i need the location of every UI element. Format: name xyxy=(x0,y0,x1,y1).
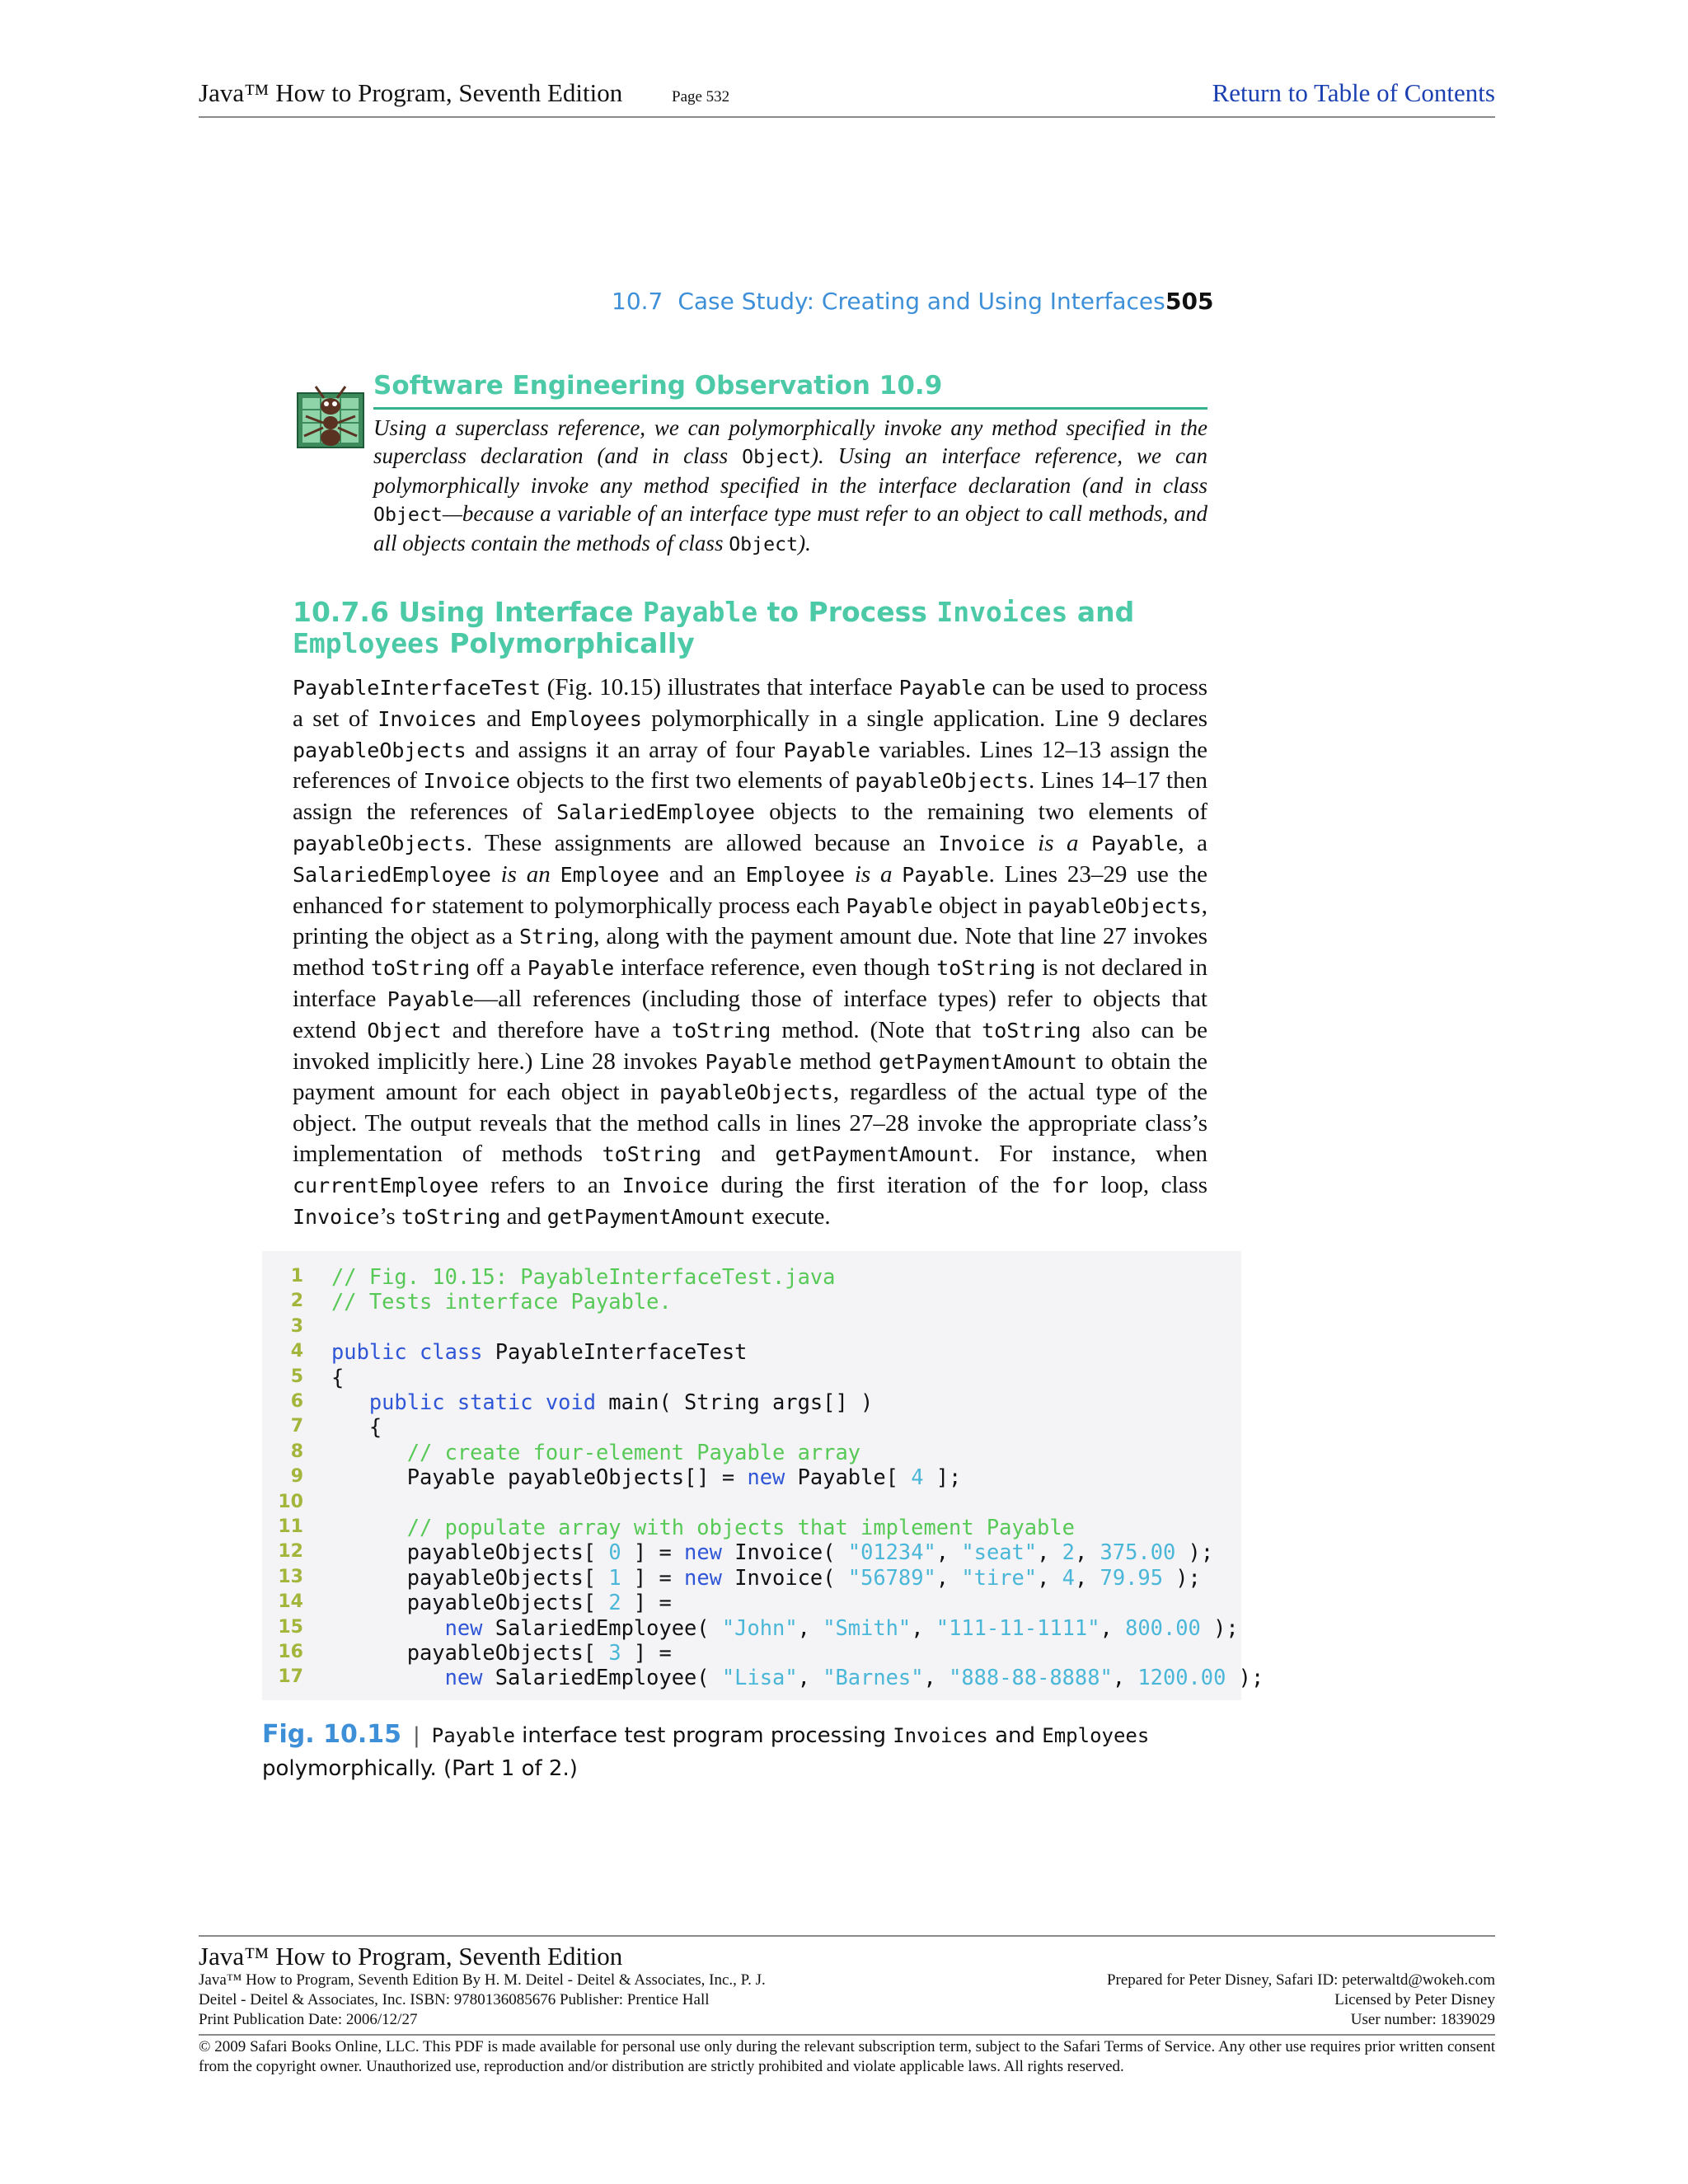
code-token-literal: "John" xyxy=(721,1615,798,1640)
inline-code: Invoice xyxy=(423,769,510,794)
code-token-default: , xyxy=(1074,1564,1100,1590)
code-token-default xyxy=(331,1390,369,1414)
text-run: variables. Lines 12–13 assign the references of xyxy=(293,736,1207,794)
inline-code: Object xyxy=(367,1018,442,1043)
body-paragraph xyxy=(293,673,1207,1232)
section-heading xyxy=(293,597,1240,659)
footer-publication-date: Print Publication Date: 2006/12/27 xyxy=(199,2011,418,2028)
code-token-default: , xyxy=(923,1665,950,1690)
text-run: . For instance, when xyxy=(973,1140,1207,1167)
inline-code: Payable xyxy=(643,596,758,628)
text-run: , a xyxy=(1178,829,1207,856)
inline-code: currentEmployee xyxy=(293,1173,479,1197)
code-token-keyword: public class xyxy=(331,1339,483,1365)
text-run: Using a superclass reference, we can polymorphically invoke any method specified in the superclass declaration (and in class xyxy=(373,415,1207,468)
text-run xyxy=(491,861,501,888)
code-line xyxy=(262,1315,1241,1339)
text-run: polymorphically in a single application. Line 9 declares xyxy=(641,705,1207,732)
footer-authors: Java™ How to Program, Seventh Edition By H. M. Deitel - Deitel & Associates, Inc., P. J. xyxy=(199,1971,766,1989)
inline-code: Invoice xyxy=(938,831,1025,855)
text-run: off a xyxy=(470,954,528,982)
inline-code: Payable xyxy=(705,1049,792,1074)
inline-code: Employee xyxy=(560,862,659,887)
text-run: . Lines 23–29 use the enhanced xyxy=(293,860,1208,919)
text-run: and assigns it an array of four xyxy=(466,736,784,763)
code-token-literal: 79.95 xyxy=(1100,1564,1163,1590)
line-number: 3 xyxy=(290,1315,303,1337)
text-run: interface test program processing xyxy=(514,1723,893,1748)
software-engineering-observation xyxy=(293,363,1207,573)
inline-code: Payable xyxy=(387,987,475,1011)
code-token-default: ); xyxy=(1175,1540,1214,1565)
text-run: and xyxy=(701,1140,776,1167)
code-token-literal: 375.00 xyxy=(1100,1540,1176,1565)
figure-caption xyxy=(262,1718,1210,1785)
text-run: (Fig. 10.15) illustrates that interface xyxy=(541,674,899,701)
text-run: and therefore have a xyxy=(441,1016,672,1043)
inline-code: Employees xyxy=(530,706,642,731)
text-run: , along with the payment amount due. Note that line 27 invokes method xyxy=(293,923,1208,982)
inline-code: payableObjects xyxy=(659,1080,833,1105)
code-token-literal: 2 xyxy=(608,1590,621,1615)
code-source xyxy=(331,1339,747,1364)
inline-code: Invoice xyxy=(621,1173,710,1197)
inline-code: PayableInterfaceTest xyxy=(293,676,542,700)
figure-label: Fig. 10.15 xyxy=(262,1720,401,1749)
code-line xyxy=(262,1414,1241,1439)
code-token-keyword: new xyxy=(444,1665,483,1690)
inline-code: getPaymentAmount xyxy=(546,1204,746,1229)
code-token-default xyxy=(331,1515,407,1540)
inline-code: Payable xyxy=(898,676,986,700)
text-run: interface reference, even though xyxy=(614,954,937,982)
code-listing xyxy=(262,1251,1264,1700)
code-token-literal: "Barnes" xyxy=(823,1665,924,1690)
code-token-default xyxy=(331,1440,407,1465)
code-token-default: ] = xyxy=(621,1640,672,1665)
text-run: method xyxy=(791,1047,879,1075)
inline-code: Invoices xyxy=(377,706,477,731)
code-token-keyword: new xyxy=(684,1564,722,1590)
text-run: also can be invoked implicitly here.) Line 28 invokes xyxy=(293,1016,1207,1075)
code-token-default: ); xyxy=(1200,1615,1239,1640)
inline-code: toString xyxy=(602,1141,702,1166)
header-page-label: Page 532 xyxy=(672,88,730,105)
text-run: 10.7.6 Using Interface xyxy=(293,596,644,628)
text-run: and xyxy=(476,705,531,732)
inline-code: String xyxy=(518,925,594,949)
line-number: 1 xyxy=(290,1266,303,1286)
text-run: ). Using an interface reference, we can polymorphically invoke any method specified in the interface declaration (and in class xyxy=(373,443,1208,498)
code-token-default: { xyxy=(331,1414,382,1440)
text-run: to obtain the payment amount for each object in xyxy=(293,1047,1207,1106)
code-token-literal: "Smith" xyxy=(823,1615,912,1640)
code-token-default: payableObjects[ xyxy=(331,1540,609,1565)
inline-code: Employees xyxy=(1042,1724,1150,1747)
code-token-default: Payable payableObjects[] = xyxy=(331,1465,748,1490)
line-number: 16 xyxy=(278,1642,303,1662)
inline-code: Payable xyxy=(846,893,933,918)
inline-code: toString xyxy=(982,1018,1081,1043)
inline-code: payableObjects xyxy=(293,738,467,762)
italic-text: is a xyxy=(1038,829,1079,856)
code-token-default: { xyxy=(331,1364,345,1390)
code-token-literal: "111-11-1111" xyxy=(935,1615,1100,1640)
inline-code: Employee xyxy=(745,862,846,887)
code-line xyxy=(262,1289,1241,1314)
code-token-default: , xyxy=(911,1615,936,1640)
inline-code: toString xyxy=(936,956,1036,981)
code-line xyxy=(262,1665,1264,1690)
code-token-default: , xyxy=(797,1615,823,1640)
inline-code: toString xyxy=(671,1018,771,1043)
text-run: —because a variable of an interface type must refer to an object to call methods, and all objects contain the methods of class xyxy=(373,501,1207,555)
code-line xyxy=(262,1339,1241,1364)
code-token-default: , xyxy=(1037,1564,1062,1590)
code-source xyxy=(331,1590,672,1615)
code-token-default: SalariedEmployee( xyxy=(482,1615,722,1640)
header-book-title: Java™ How to Program, Seventh Edition xyxy=(199,78,623,107)
line-number: 11 xyxy=(278,1516,303,1537)
line-number: 9 xyxy=(290,1466,303,1488)
code-token-default: main( String args[] ) xyxy=(596,1390,874,1414)
inline-code: SalariedEmployee xyxy=(556,800,755,825)
line-number: 7 xyxy=(290,1416,303,1437)
page-number: 505 xyxy=(1165,288,1214,315)
code-token-literal: 0 xyxy=(608,1540,621,1565)
code-token-keyword: new xyxy=(444,1615,483,1640)
code-token-default: Payable[ xyxy=(785,1465,912,1490)
code-source xyxy=(331,1365,344,1390)
inline-code: SalariedEmployee xyxy=(293,862,491,887)
code-token-default: Invoice( xyxy=(721,1540,848,1565)
safari-footer xyxy=(199,1935,1495,2077)
text-run: objects to the remaining two elements of xyxy=(754,799,1207,826)
italic-text: is an xyxy=(500,860,551,888)
code-line xyxy=(262,1590,1241,1615)
code-line xyxy=(262,1365,1241,1390)
code-line xyxy=(262,1390,1241,1414)
code-line xyxy=(262,1515,1241,1540)
code-line xyxy=(262,1540,1241,1564)
code-source xyxy=(331,1465,961,1489)
software-engineering-ant-icon xyxy=(293,382,368,456)
text-run: to Process xyxy=(757,596,937,628)
line-number: 10 xyxy=(278,1491,303,1512)
code-source xyxy=(331,1289,672,1314)
text-run: , printing the object as a xyxy=(293,892,1207,950)
code-token-comment: // Tests interface Payable. xyxy=(331,1289,672,1315)
text-run: . These assignments are allowed because an xyxy=(466,829,939,856)
inline-code: payableObjects xyxy=(293,831,467,855)
inline-code: toString xyxy=(370,956,471,981)
code-token-default: SalariedEmployee( xyxy=(482,1665,722,1690)
text-run: ’s xyxy=(379,1202,401,1230)
text-run: , regardless of the actual type of the object. The output reveals that the method calls in lines 27–28 invoke the appropriate class’s implementation of methods xyxy=(293,1079,1208,1167)
code-source xyxy=(331,1515,1075,1540)
text-run: refers to an xyxy=(478,1171,622,1198)
code-token-default: ); xyxy=(1226,1665,1264,1690)
code-token-default: PayableInterfaceTest xyxy=(482,1339,748,1365)
text-run: ). xyxy=(798,531,811,555)
code-token-literal: "56789" xyxy=(847,1564,936,1590)
code-line xyxy=(262,1440,1241,1465)
inline-code: Payable xyxy=(527,956,615,981)
code-token-comment: // populate array with objects that implement Payable xyxy=(406,1515,1075,1540)
footer-prepared-for: Prepared for Peter Disney, Safari ID: peterwaltd@wokeh.com xyxy=(1106,1971,1495,1989)
footer-isbn: Deitel - Deitel & Associates, Inc. ISBN: 9780136085676 Publisher: Prentice Hall xyxy=(199,1991,710,2008)
code-token-literal: "tire" xyxy=(961,1564,1038,1590)
code-token-default: payableObjects[ xyxy=(331,1590,609,1615)
inline-code: Invoices xyxy=(893,1724,988,1747)
text-run xyxy=(892,861,902,888)
code-token-default: Invoice( xyxy=(721,1564,848,1590)
caption-separator: | xyxy=(412,1723,420,1748)
text-run: loop, class xyxy=(1088,1171,1207,1198)
code-token-default xyxy=(331,1665,445,1690)
code-token-literal: 1 xyxy=(608,1564,621,1590)
inline-code: for xyxy=(1051,1173,1089,1197)
text-run: polymorphically. (Part 1 of 2.) xyxy=(262,1756,578,1781)
code-source xyxy=(331,1615,1239,1640)
code-source xyxy=(331,1440,860,1465)
running-head-section-title: Case Study: Creating and Using Interfaces xyxy=(678,288,1165,315)
code-token-default: payableObjects[ xyxy=(331,1564,609,1590)
code-token-default: ); xyxy=(1162,1564,1201,1590)
code-source xyxy=(331,1264,835,1289)
code-token-literal: 3 xyxy=(608,1640,621,1665)
code-source xyxy=(331,1565,1201,1590)
code-token-default: , xyxy=(935,1540,962,1565)
code-token-keyword: new xyxy=(684,1540,722,1565)
text-run: can be used to process a set of xyxy=(293,674,1207,732)
line-number: 6 xyxy=(290,1391,303,1412)
inline-code: Object xyxy=(729,533,799,555)
line-number: 13 xyxy=(278,1566,303,1587)
text-run xyxy=(1025,830,1039,856)
code-token-comment: // create four-element Payable array xyxy=(406,1439,861,1465)
text-run xyxy=(845,861,855,888)
text-run: statement to polymorphically process each xyxy=(425,892,846,919)
inline-code: payableObjects xyxy=(1028,893,1202,918)
text-run: method. (Note that xyxy=(771,1016,982,1043)
code-source xyxy=(331,1640,672,1665)
code-token-default: , xyxy=(1112,1665,1138,1690)
code-token-literal: "seat" xyxy=(961,1540,1038,1565)
text-run: and xyxy=(500,1202,547,1230)
code-token-default xyxy=(331,1615,445,1640)
code-token-literal: "888-88-8888" xyxy=(949,1665,1113,1690)
code-token-default: ] = xyxy=(621,1564,685,1590)
inline-code: Payable xyxy=(783,738,870,762)
code-line xyxy=(262,1465,1241,1489)
code-line xyxy=(262,1264,1241,1289)
inline-code: Employees xyxy=(293,627,440,659)
se-observation-title: Software Engineering Observation 10.9 xyxy=(373,371,1207,410)
code-token-default: ] = xyxy=(621,1590,672,1615)
footer-copyright: © 2009 Safari Books Online, LLC. This PDF is made available for personal use only during the relevant subscription term, subject to the Safari Terms of Service. Any other use requires prior written consent from the copyright owner. Unauthorized use, reproduction and/or distribution are strictly prohibited and violate applicable laws. All rights reserved. xyxy=(199,2034,1495,2077)
inline-code: getPaymentAmount xyxy=(879,1049,1077,1074)
code-token-default: ] = xyxy=(621,1540,685,1565)
footer-user-number: User number: 1839029 xyxy=(1350,2011,1495,2028)
text-run: . Lines 14–17 then assign the references of xyxy=(293,767,1207,826)
line-number: 14 xyxy=(278,1591,303,1613)
code-line xyxy=(262,1640,1241,1665)
inline-code: Payable xyxy=(431,1724,515,1747)
code-token-default: , xyxy=(1074,1540,1100,1565)
footer-row-3 xyxy=(199,2011,1495,2031)
code-line xyxy=(262,1615,1241,1640)
text-run xyxy=(551,861,560,888)
line-number: 2 xyxy=(290,1291,303,1312)
code-token-literal: 4 xyxy=(911,1465,924,1490)
inline-code: Payable xyxy=(902,862,989,887)
text-run: execute. xyxy=(745,1202,831,1230)
code-source xyxy=(331,1414,382,1439)
code-source xyxy=(331,1665,1264,1690)
footer-row-2 xyxy=(199,1991,1495,2011)
line-number: 17 xyxy=(278,1666,303,1688)
inline-code: toString xyxy=(401,1204,501,1229)
code-source xyxy=(331,1540,1213,1564)
code-line xyxy=(262,1490,1241,1515)
code-token-default: , xyxy=(1037,1540,1062,1565)
text-run xyxy=(1079,830,1092,856)
code-token-default: ]; xyxy=(923,1465,962,1490)
code-token-keyword: new xyxy=(747,1465,785,1490)
code-token-literal: 4 xyxy=(1062,1564,1075,1590)
text-run: is not declared in interface xyxy=(293,954,1207,1012)
se-observation-body xyxy=(373,414,1207,559)
inline-code: Object xyxy=(742,446,811,468)
line-number: 12 xyxy=(278,1541,303,1563)
code-token-default: , xyxy=(797,1665,823,1690)
code-token-literal: 1200.00 xyxy=(1137,1665,1226,1690)
text-run: during the first iteration of the xyxy=(709,1171,1052,1198)
inline-code: getPaymentAmount xyxy=(775,1141,974,1166)
inline-code: payableObjects xyxy=(855,769,1029,794)
return-to-toc-link[interactable]: Return to Table of Contents xyxy=(1212,78,1495,107)
text-run: and xyxy=(1067,596,1135,628)
text-run: and an xyxy=(659,860,746,888)
inline-code: Invoice xyxy=(293,1204,380,1229)
text-run: and xyxy=(987,1723,1043,1748)
code-source xyxy=(331,1390,873,1414)
safari-header xyxy=(199,78,1495,118)
code-token-default: , xyxy=(935,1564,962,1590)
inline-code: Object xyxy=(373,504,443,526)
line-number: 8 xyxy=(290,1441,303,1462)
text-run: object in xyxy=(932,892,1029,919)
inline-code: Payable xyxy=(1091,831,1179,855)
footer-row-1 xyxy=(199,1971,1495,1991)
code-token-comment: // Fig. 10.15: PayableInterfaceTest.java xyxy=(331,1264,836,1289)
text-run: —all references (including those of interface types) refer to objects that extend xyxy=(293,985,1207,1043)
text-run: Polymorphically xyxy=(439,627,695,659)
code-token-literal: "01234" xyxy=(847,1540,936,1565)
line-number: 15 xyxy=(278,1616,303,1638)
code-token-default: , xyxy=(1100,1615,1126,1640)
text-run: objects to the first two elements of xyxy=(509,767,856,794)
footer-licensed-by: Licensed by Peter Disney xyxy=(1334,1991,1495,2008)
footer-book-title: Java™ How to Program, Seventh Edition xyxy=(199,1942,623,1971)
code-token-literal: 2 xyxy=(1062,1540,1075,1565)
line-number: 4 xyxy=(290,1341,303,1362)
inline-code: for xyxy=(388,893,426,918)
code-token-default: payableObjects[ xyxy=(331,1640,609,1665)
code-token-literal: "Lisa" xyxy=(721,1665,798,1690)
running-head-section-number: 10.7 xyxy=(612,288,663,315)
code-token-keyword: public static void xyxy=(368,1390,597,1414)
code-token-literal: 800.00 xyxy=(1125,1615,1201,1640)
inline-code: Invoices xyxy=(936,596,1068,628)
line-number: 5 xyxy=(290,1366,303,1387)
code-line xyxy=(262,1565,1241,1590)
running-head xyxy=(612,288,1165,315)
italic-text: is a xyxy=(854,860,893,888)
